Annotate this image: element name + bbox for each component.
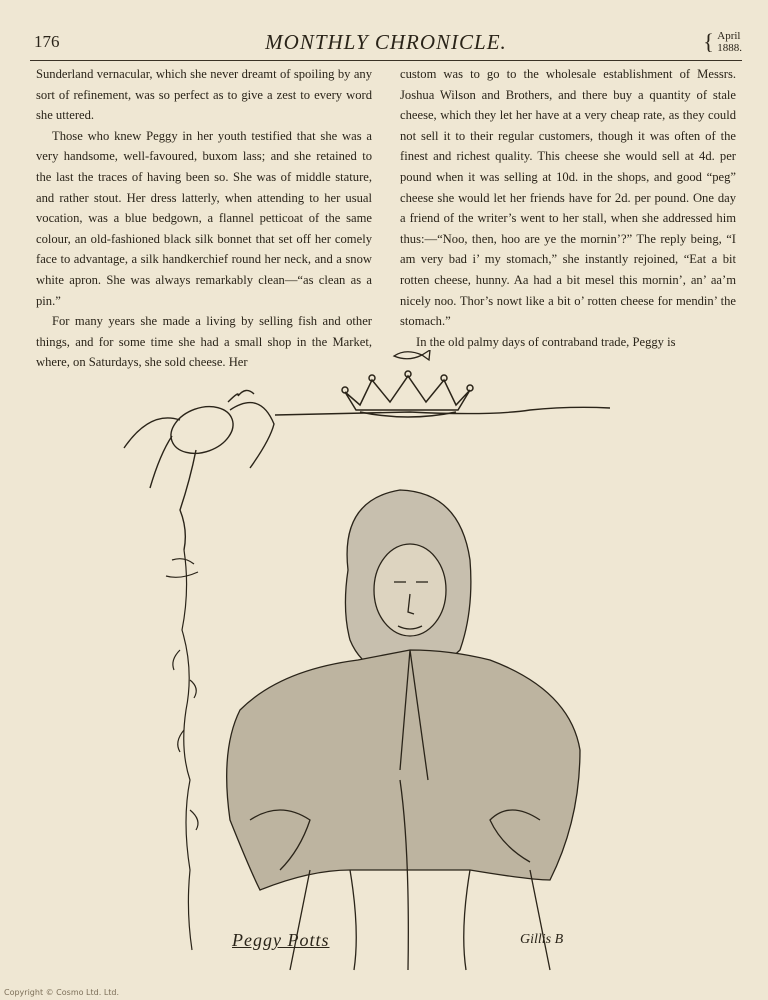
portrait-illustration <box>110 350 630 990</box>
running-title: MONTHLY CHRONICLE. <box>265 30 507 54</box>
paragraph: custom was to go to the wholesale establishment of Messrs. Joshua Wilson and Brothers, and there buy a quantity of stale cheese, which they let her have at a very cheap rate, as they could not sell it to their regular customers, though it was often of the finest and richest quality. This cheese she would sell at 4d. per pound when it was selling at 10d. in the shops, and good “peg” cheese she would let her friends have for 2d. per pound. One day a friend of the writer’s went to her stall, when she addressed him thus:—“Noo, then, hoo are ye the mornin’?” The reply being, “I am very bad i’ my stomach,” she instantly rejoined, “Eat a bit rotten cheese, hunny. Aa had a bit mesel this mornin’, an’ aa’m nicely noo. Thor’s nowt like a bit o’ rotten cheese for mendin’ the stomach.” <box>400 67 736 329</box>
paragraph: In the old palmy days of contraband trade, Peggy is <box>416 334 676 349</box>
left-column <box>36 64 372 373</box>
right-column <box>400 64 736 352</box>
artist-signature: Gillis B <box>520 932 564 947</box>
copyright-watermark: Copyright © Cosmo Ltd. Ltd. <box>4 988 120 997</box>
paragraph: Those who knew Peggy in her youth testified that she was a very handsome, well-favoured, buxom lass; and she retained to the last the traces of having been so. She was of middle stature, and rather stout. Her dress latterly, when attending to her usual vocation, was a blue bedgown, a flannel petticoat of the same colour, an old-fashioned black silk bonnet that set off her comely face to advantage, a silk handkerchief round her neck, and a snow white apron. She was always remarkably clean—“as clean as a pin.” <box>36 128 372 308</box>
seaweed-icon <box>166 550 198 950</box>
issue-month: April <box>717 30 741 42</box>
page-number: 176 <box>34 32 60 51</box>
portrait-icon <box>227 490 580 970</box>
crown-icon <box>342 371 473 417</box>
issue-date <box>703 29 742 54</box>
page-header <box>30 28 742 61</box>
paragraph: Sunderland vernacular, which she never dreamt of spoiling by any sort of refinement, was so perfect as to give a zest to every word she uttered. <box>36 67 372 123</box>
issue-year: 1888. <box>717 42 742 54</box>
crab-icon <box>124 390 274 550</box>
illustration-caption: Peggy Potts <box>232 930 330 950</box>
fish-icon <box>394 350 430 360</box>
paragraph: For many years she made a living by selling fish and other things, and for some time she had a small shop in the Market, where, on Saturdays, she sold cheese. Her <box>36 314 372 370</box>
article-body <box>36 64 736 370</box>
brace-icon: { <box>703 29 714 54</box>
decorative-line <box>275 407 610 415</box>
